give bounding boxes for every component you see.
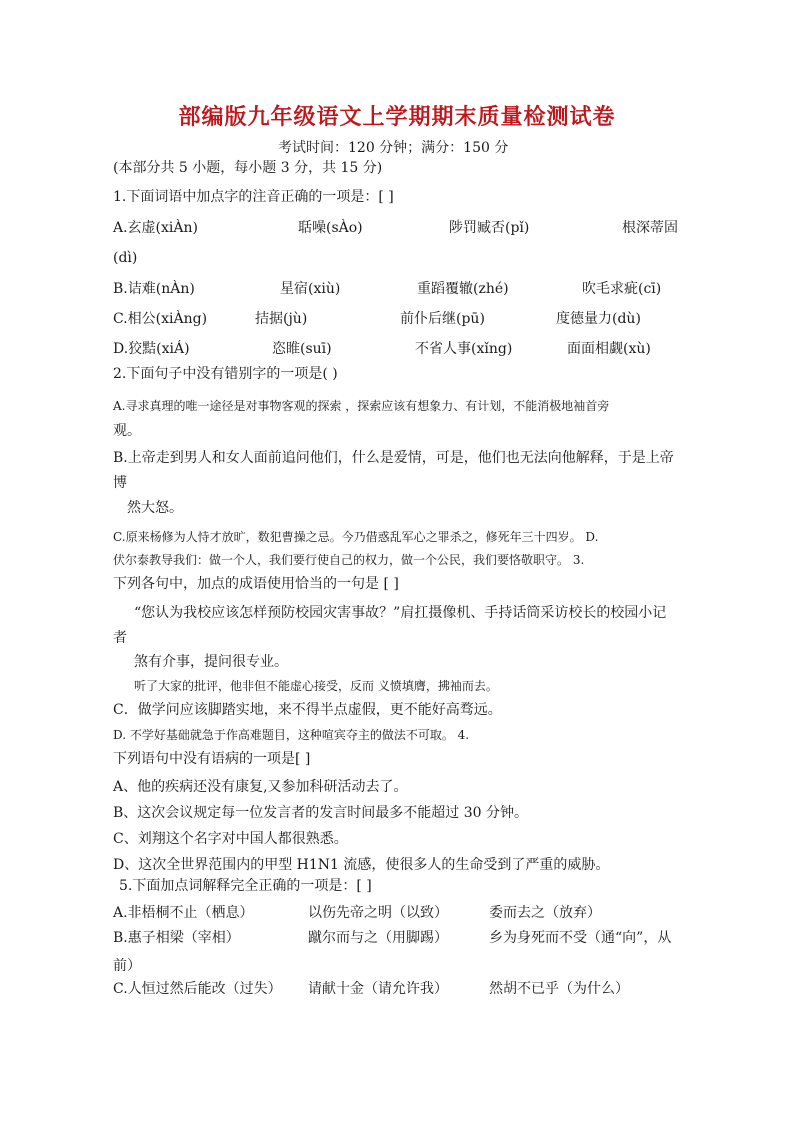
q3-stem: 下列各句中，加点的成语使用恰当的一句是 [ ]	[113, 576, 399, 592]
q1-option-b-2: 星宿(xiù)	[280, 281, 341, 297]
q1-option-b-3: 重蹈覆辙(zhé)	[417, 281, 509, 297]
q1-option-d-4: 面面相觑(xù)	[567, 341, 651, 357]
q2-option-a: A.寻求真理的唯一途径是对事物客观的探索 ，探索应该有想象力、有计划，不能消极地袖首旁	[113, 399, 610, 413]
q3-option-d: D. 不学好基础就急于作高难题目，这种喧宾夺主的做法不可取。 4.	[113, 728, 470, 742]
q1-option-a-4-cont: (dì)	[113, 250, 138, 266]
q1-option-d-2: 恣睢(suī)	[272, 341, 332, 357]
q2-option-a-cont: 观。	[113, 423, 141, 439]
q4-option-c: C、刘翔这个名字对中国人都很熟悉。	[113, 831, 348, 847]
q2-option-d: 伏尔泰教导我们：做一个人，我们要行使自己的权力，做一个公民，我们要恪敬职守。 3.	[113, 553, 585, 567]
q4-stem: 下列语句中没有语病的一项是[ ]	[113, 751, 311, 767]
q1-option-a-1: A.玄虚(xiÀn)	[113, 220, 198, 236]
q1-option-b-4: 吹毛求疵(cī)	[582, 281, 662, 297]
q3-option-a-cont-2: 煞有介事，提问很专业。	[134, 654, 288, 670]
q1-option-a-4: 根深蒂固	[622, 220, 678, 236]
q3-option-c: C．做学问应该脚踏实地，来不得半点虚假，更不能好高骛远。	[113, 702, 502, 718]
q1-option-c-2: 拮据(jù)	[255, 311, 308, 327]
q1-option-b-1: B.诘难(nÀn)	[113, 281, 195, 297]
q5-stem: 5.下面加点词解释完全正确的一项是：[ ]	[119, 878, 372, 894]
q5-option-a-2: 以伤先帝之明（以致）	[308, 905, 448, 921]
q5-option-c-2: 请献十金（请允许我）	[308, 981, 448, 997]
section-note: (本部分共 5 小题，每小题 3 分，共 15 分)	[113, 160, 383, 176]
q1-option-c-3: 前仆后继(pū)	[400, 311, 485, 327]
q5-option-c-1: C.人恒过然后能改（过失）	[113, 981, 282, 997]
q4-option-b: B、这次会议规定每一位发言者的发言时间最多不能超过 30 分钟。	[113, 805, 529, 821]
q2-stem: 2.下面句子中没有错别字的一项是( )	[113, 366, 338, 382]
q1-option-c-4: 度德量力(dù)	[556, 311, 641, 327]
q5-option-b-1: B.惠子相梁（宰相）	[113, 930, 240, 946]
q3-option-a-cont: 者	[113, 630, 127, 646]
q1-option-a-2: 聒噪(sÀo)	[298, 220, 363, 236]
q2-option-b-cont: 博	[113, 475, 127, 491]
q2-option-b: B.上帝走到男人和女人面前追问他们，什么是爱情，可是，他们也无法向他解释，于是上帝	[113, 450, 674, 466]
q5-option-b-3: 乡为身死而不受（通“向”，从	[489, 930, 672, 946]
q5-option-c-3: 然胡不已乎（为什么）	[489, 981, 629, 997]
q5-option-b-2: 蹴尔而与之（用脚踢）	[308, 930, 448, 946]
q4-option-d: D、这次全世界范围内的甲型 H1N1 流感，使很多人的生命受到了严重的威胁。	[113, 857, 610, 873]
q5-option-a-3: 委而去之（放弃）	[489, 905, 601, 921]
page-title: 部编版九年级语文上学期期末质量检测试卷	[178, 105, 616, 130]
q3-option-a: “您认为我校应该怎样预防校园灾害事故？”肩扛摄像机、手持话筒采访校长的校园小记	[134, 605, 667, 621]
q3-option-b: 听了大家的批评，他非但不能虚心接受，反而 义愤填膺，拂袖而去。	[134, 679, 498, 693]
q1-option-a-3: 陟罚臧否(pǐ)	[449, 220, 530, 236]
exam-info: 考试时间：120 分钟；满分：150 分	[278, 140, 509, 156]
q1-option-d-3: 不省人事(xǐng)	[415, 341, 513, 357]
q4-option-a: A、他的疾病还没有康复,又参加科研活动去了。	[113, 779, 408, 795]
q2-option-b-cont-2: 然大怒。	[127, 500, 183, 516]
q1-option-d-1: D.狡黠(xiÁ)	[113, 341, 190, 357]
q1-option-c-1: C.相公(xiÀng)	[113, 311, 208, 327]
q5-option-b-cont: 前）	[113, 958, 141, 974]
q5-option-a-1: A.非梧桐不止（栖息）	[113, 905, 254, 921]
q2-option-c: C.原来杨修为人恃才放旷，数犯曹操之忌。今乃借惑乱军心之罪杀之，修死年三十四岁。 D.	[113, 530, 599, 544]
q1-stem: 1.下面词语中加点字的注音正确的一项是：[ ]	[113, 189, 394, 205]
